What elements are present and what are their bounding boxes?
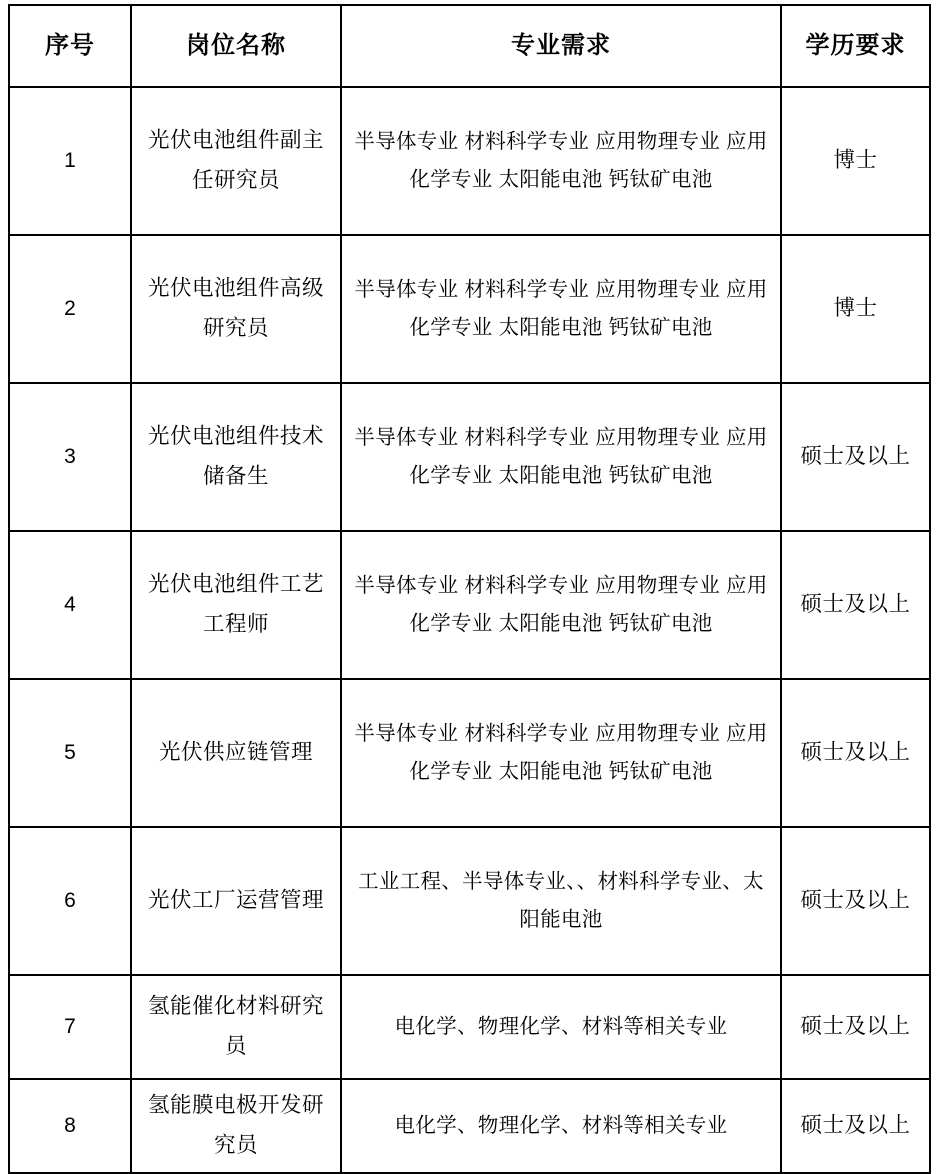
cell-major: 半导体专业 材料科学专业 应用物理专业 应用化学专业 太阳能电池 钙钛矿电池 <box>341 383 781 531</box>
cell-post: 光伏电池组件高级研究员 <box>131 235 341 383</box>
cell-major: 半导体专业 材料科学专业 应用物理专业 应用化学专业 太阳能电池 钙钛矿电池 <box>341 235 781 383</box>
cell-major: 电化学、物理化学、材料等相关专业 <box>341 1079 781 1173</box>
cell-post: 光伏电池组件副主任研究员 <box>131 87 341 235</box>
cell-post: 光伏电池组件技术储备生 <box>131 383 341 531</box>
cell-no: 6 <box>9 827 131 975</box>
table-row <box>9 383 930 531</box>
cell-major: 电化学、物理化学、材料等相关专业 <box>341 975 781 1079</box>
cell-major: 半导体专业 材料科学专业 应用物理专业 应用化学专业 太阳能电池 钙钛矿电池 <box>341 87 781 235</box>
cell-no: 7 <box>9 975 131 1079</box>
table-row <box>9 679 930 827</box>
cell-no: 1 <box>9 87 131 235</box>
cell-edu: 硕士及以上 <box>781 531 930 679</box>
table-header <box>9 5 930 87</box>
cell-edu: 博士 <box>781 235 930 383</box>
header-cell-post: 岗位名称 <box>131 5 341 87</box>
cell-no: 4 <box>9 531 131 679</box>
table-row <box>9 975 930 1079</box>
cell-post: 光伏工厂运营管理 <box>131 827 341 975</box>
cell-post: 光伏电池组件工艺工程师 <box>131 531 341 679</box>
cell-post: 氢能膜电极开发研究员 <box>131 1079 341 1173</box>
table-body <box>9 87 930 1173</box>
cell-post: 光伏供应链管理 <box>131 679 341 827</box>
cell-major: 工业工程、半导体专业、、材料科学专业、太阳能电池 <box>341 827 781 975</box>
table-header-row <box>9 5 930 87</box>
header-cell-major: 专业需求 <box>341 5 781 87</box>
cell-edu: 博士 <box>781 87 930 235</box>
cell-major: 半导体专业 材料科学专业 应用物理专业 应用化学专业 太阳能电池 钙钛矿电池 <box>341 679 781 827</box>
table-row <box>9 827 930 975</box>
cell-edu: 硕士及以上 <box>781 383 930 531</box>
cell-major: 半导体专业 材料科学专业 应用物理专业 应用化学专业 太阳能电池 钙钛矿电池 <box>341 531 781 679</box>
table-row <box>9 235 930 383</box>
table-row <box>9 87 930 235</box>
cell-edu: 硕士及以上 <box>781 827 930 975</box>
cell-no: 8 <box>9 1079 131 1173</box>
table-row <box>9 1079 930 1173</box>
cell-post: 氢能催化材料研究员 <box>131 975 341 1079</box>
cell-no: 3 <box>9 383 131 531</box>
header-cell-edu: 学历要求 <box>781 5 930 87</box>
recruitment-table <box>8 4 931 1174</box>
cell-edu: 硕士及以上 <box>781 975 930 1079</box>
cell-no: 5 <box>9 679 131 827</box>
cell-edu: 硕士及以上 <box>781 1079 930 1173</box>
cell-edu: 硕士及以上 <box>781 679 930 827</box>
cell-no: 2 <box>9 235 131 383</box>
table-row <box>9 531 930 679</box>
header-cell-no: 序号 <box>9 5 131 87</box>
